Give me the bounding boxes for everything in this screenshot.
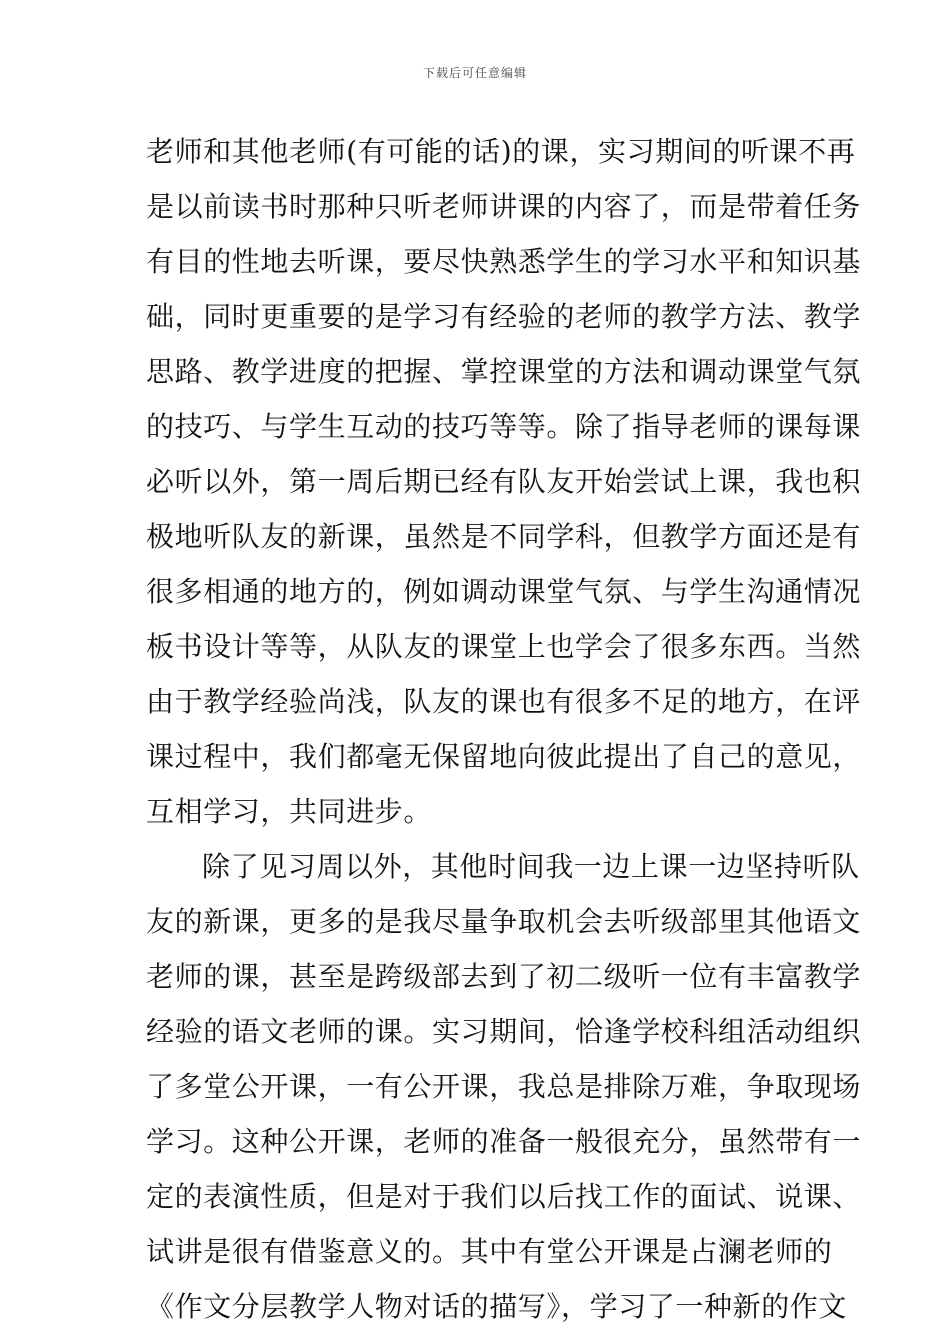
text-line: 础，同时更重要的是学习有经验的老师的教学方法、教学	[146, 300, 862, 333]
text-line: 由于教学经验尚浅，队友的课也有很多不足的地方，在评	[146, 685, 862, 718]
text-line: 除了见习周以外，其他时间我一边上课一边坚持听队	[202, 850, 860, 883]
text-line: 很多相通的地方的，例如调动课堂气氛、与学生沟通情况	[146, 575, 862, 608]
paragraph-2	[146, 839, 862, 1334]
text-line: 有目的性地去听课，要尽快熟悉学生的学习水平和知识基	[146, 245, 862, 278]
text-line: 极地听队友的新课，虽然是不同学科，但教学方面还是有	[146, 520, 862, 553]
text-line: 老师的课，甚至是跨级部去到了初二级听一位有丰富教学	[146, 960, 862, 993]
page-header: 下载后可任意编辑	[422, 66, 527, 80]
text-line: 《作文分层教学人物对话的描写》，学习了一种新的作文	[146, 1290, 848, 1323]
text-line: 学习。这种公开课，老师的准备一般很充分，虽然带有一	[146, 1125, 862, 1158]
paragraph-1	[146, 124, 862, 839]
text-line: 是以前读书时那种只听老师讲课的内容了，而是带着任务	[146, 190, 862, 223]
text-line: 的技巧、与学生互动的技巧等等。除了指导老师的课每课	[146, 410, 862, 443]
text-line: 定的表演性质，但是对于我们以后找工作的面试、说课、	[146, 1180, 862, 1213]
text-line: 课过程中，我们都毫无保留地向彼此提出了自己的意见，	[146, 740, 862, 773]
text-line: 老师和其他老师(有可能的话)的课，实习期间的听课不再	[146, 135, 856, 168]
text-line: 互相学习，共同进步。	[146, 795, 433, 828]
text-line: 思路、教学进度的把握、掌控课堂的方法和调动课堂气氛	[146, 355, 862, 388]
text-line: 必听以外，第一周后期已经有队友开始尝试上课，我也积	[146, 465, 862, 498]
text-line: 试讲是很有借鉴意义的。其中有堂公开课是占澜老师的	[146, 1235, 833, 1268]
text-line: 板书设计等等，从队友的课堂上也学会了很多东西。当然	[146, 630, 862, 663]
text-line: 经验的语文老师的课。实习期间，恰逢学校科组活动组织	[146, 1015, 862, 1048]
text-line: 友的新课，更多的是我尽量争取机会去听级部里其他语文	[146, 905, 862, 938]
text-line: 了多堂公开课，一有公开课，我总是排除万难，争取现场	[146, 1070, 862, 1103]
document-body	[146, 124, 862, 1334]
